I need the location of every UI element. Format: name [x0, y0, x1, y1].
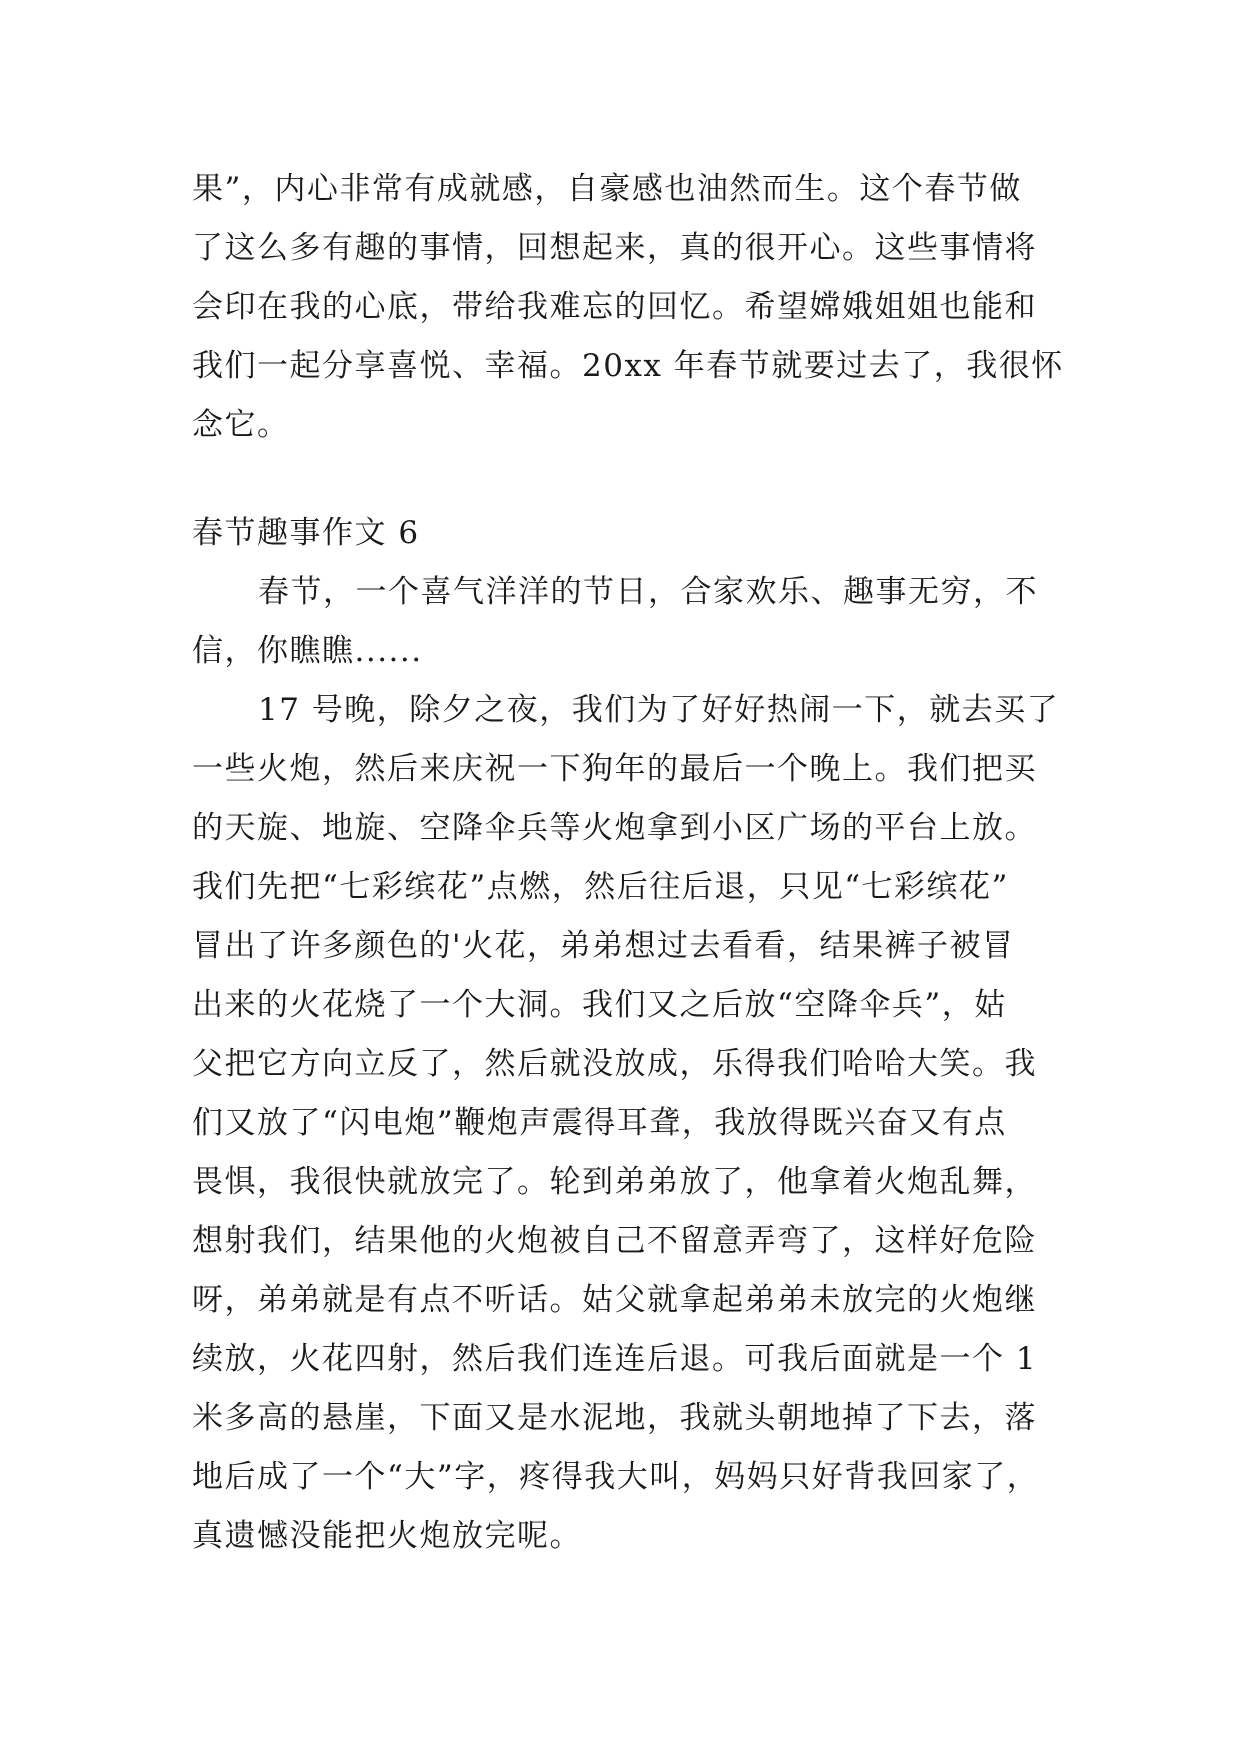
text-line: 真遗憾没能把火炮放完呢。: [192, 1518, 582, 1554]
paragraph-1: [192, 563, 1054, 681]
text-line: 我们先把“七彩缤花”点燃，然后往后退，只见“七彩缤花”: [192, 869, 1009, 905]
text-line: 果”，内心非常有成就感，自豪感也油然而生。这个春节做: [192, 171, 1022, 207]
paragraph-2: [192, 681, 1060, 1566]
text-line: 我们一起分享喜悦、幸福。20xx 年春节就要过去了，我很怀: [192, 348, 1064, 384]
text-line: 续放，火花四射，然后我们连连后退。可我后面就是一个 1: [192, 1341, 1038, 1377]
text-line: 春节，一个喜气洋洋的节日，合家欢乐、趣事无穷，不: [258, 574, 1038, 610]
text-line: 念它。: [192, 407, 290, 443]
text-line: 一些火炮，然后来庆祝一下狗年的最后一个晚上。我们把买: [192, 751, 1037, 787]
text-line: 冒出了许多颜色的'火花，弟弟想过去看看，结果裤子被冒: [192, 928, 1015, 964]
text-line: 想射我们，结果他的火炮被自己不留意弄弯了，这样好危险: [192, 1223, 1037, 1259]
text-line: 畏惧，我很快就放完了。轮到弟弟放了，他拿着火炮乱舞，: [192, 1164, 1037, 1200]
text-line: 会印在我的心底，带给我难忘的回忆。希望嫦娥姐姐也能和: [192, 289, 1037, 325]
text-line: 父把它方向立反了，然后就没放成，乐得我们哈哈大笑。我: [192, 1046, 1037, 1082]
previous-essay-ending: [192, 160, 1064, 455]
text-line: 们又放了“闪电炮”鞭炮声震得耳聋，我放得既兴奋又有点: [192, 1105, 1007, 1141]
essay-section: [192, 504, 1060, 1566]
text-line: 出来的火花烧了一个大洞。我们又之后放“空降伞兵”，姑: [192, 987, 1007, 1023]
text-line: 的天旋、地旋、空降伞兵等火炮拿到小区广场的平台上放。: [192, 810, 1037, 846]
text-line: 信，你瞧瞧......: [192, 633, 423, 669]
text-line: 呀，弟弟就是有点不听话。姑父就拿起弟弟未放完的火炮继: [192, 1282, 1037, 1318]
text-line: 米多高的悬崖，下面又是水泥地，我就头朝地掉了下去，落: [192, 1400, 1037, 1436]
essay-title: 春节趣事作文 6: [192, 515, 420, 551]
text-line: 17 号晚，除夕之夜，我们为了好好热闹一下，就去买了: [258, 692, 1060, 728]
text-line: 了这么多有趣的事情，回想起来，真的很开心。这些事情将: [192, 230, 1037, 266]
text-line: 地后成了一个“大”字，疼得我大叫，妈妈只好背我回家了，: [192, 1459, 1040, 1495]
